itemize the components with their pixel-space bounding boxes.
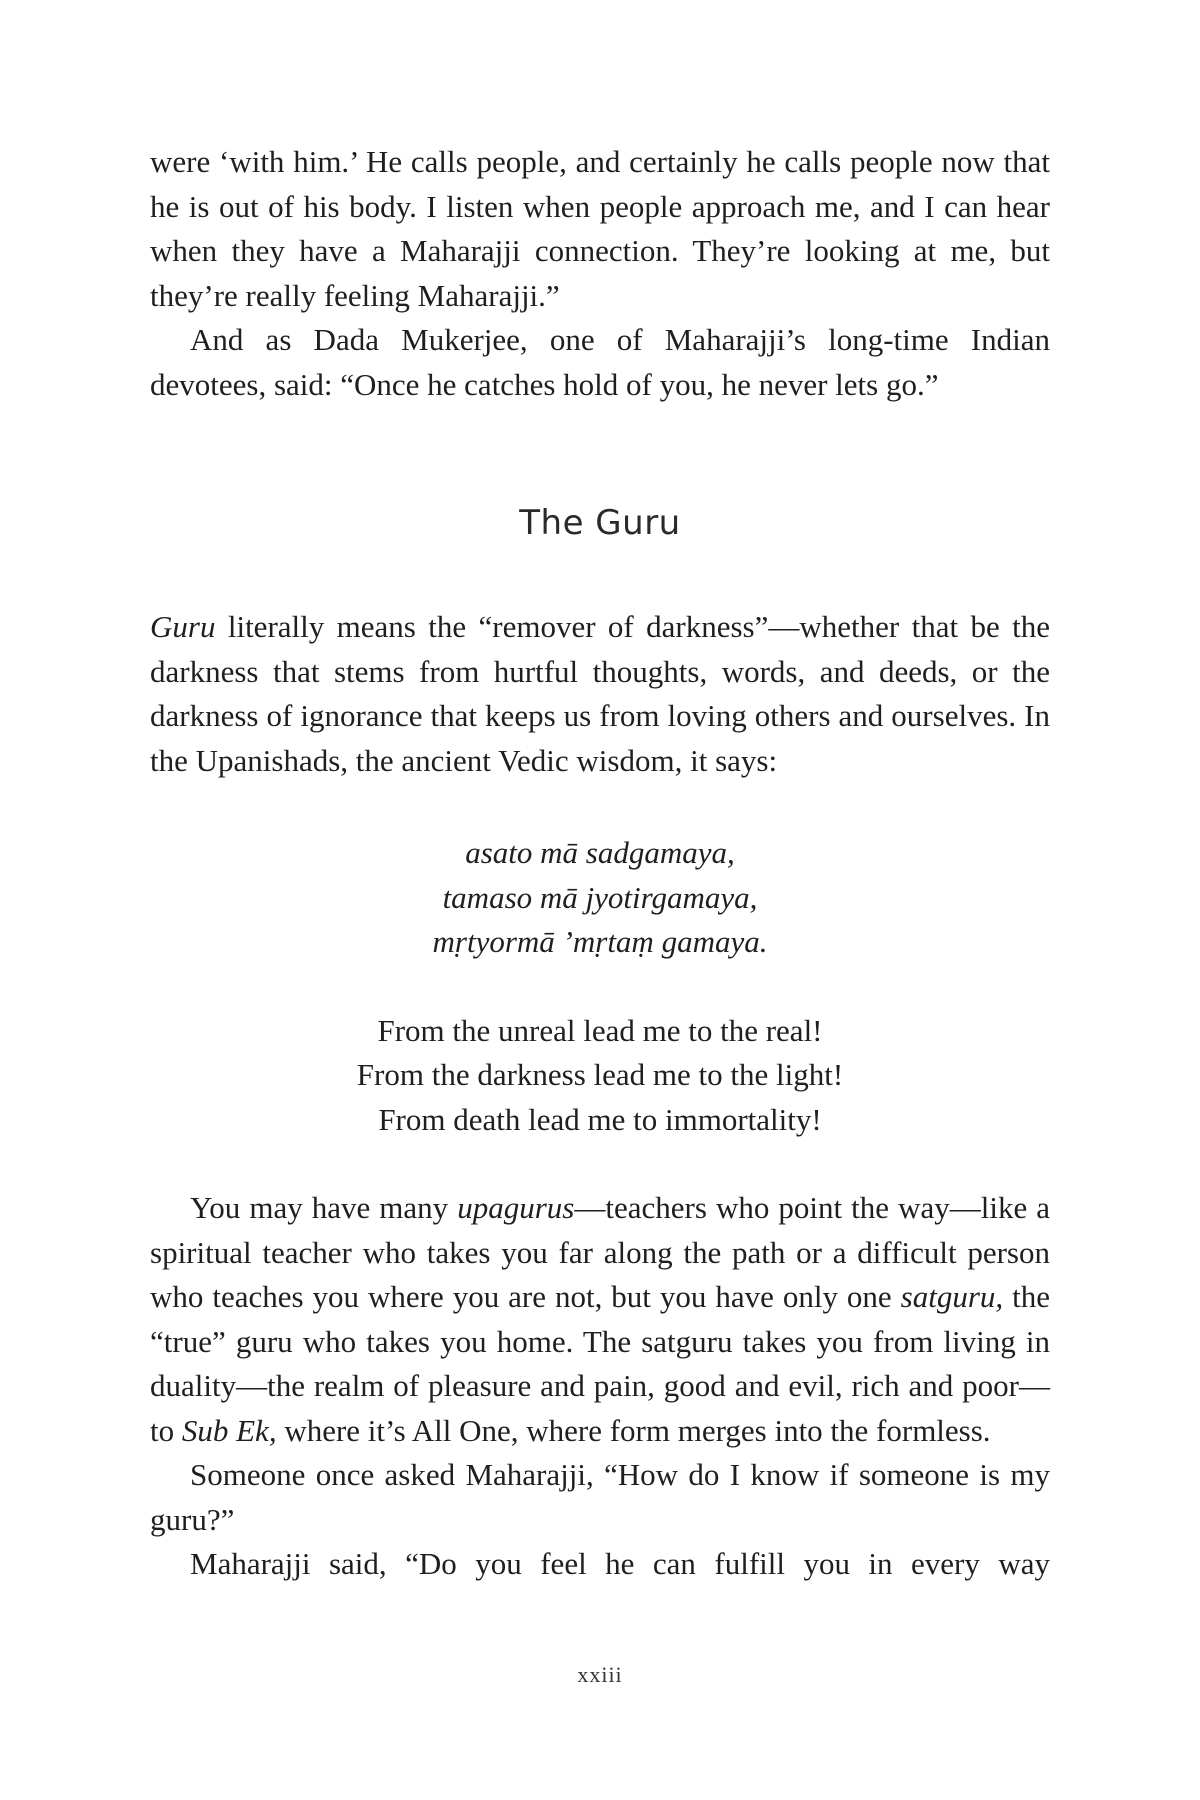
paragraph-6: Maharajji said, “Do you feel he can fulfill you in every way (190, 1546, 1050, 1581)
paragraph-2: And as Dada Mukerjee, one of Maharajji’s long-time Indian devotees, said: “Once he catches hold of you, he never lets go.” (150, 322, 1050, 402)
translation-line-1: From the unreal lead me to the real! (377, 1012, 823, 1048)
paragraph-4-b: —teachers who point the way—like a spiritual teacher who takes you far along the path or a difficult person who teaches you where you are not, but you have only one (150, 1190, 1051, 1314)
section-title: The Guru (519, 503, 681, 543)
paragraph-3 (150, 605, 1050, 783)
sanskrit-line-2: tamaso mā jyotirgamaya, (442, 879, 758, 915)
sanskrit-line-3: mṛtyormā ’mṛtaṃ gamaya. (432, 924, 768, 959)
term-upagurus: upagurus (457, 1190, 575, 1225)
translation-line-3: From death lead me to immortality! (378, 1101, 822, 1137)
translation-verse (150, 1009, 1050, 1143)
translation-line-2: From the darkness lead me to the light! (356, 1057, 844, 1092)
term-sub-ek: Sub Ek, (181, 1412, 277, 1448)
paragraph-4 (150, 1186, 1050, 1453)
term-satguru: satguru, (900, 1279, 1004, 1314)
page-number: xxiii (577, 1662, 623, 1687)
term-guru: Guru (150, 609, 216, 644)
paragraph-3-text: literally means the “remover of darkness”—whether that be the darkness that stems from hurtful thoughts, words, and deeds, or the darkness of ignorance that keeps us from loving others and ourselves. In the Upanishads, the ancient Vedic wisdom, it says: (150, 609, 1050, 778)
paragraph-4-c: the “true” guru who takes you home. The satguru takes you from living in duality—the realm of pleasure and pain, good and evil, rich and poor—to (150, 1279, 1050, 1448)
paragraph-4-d: where it’s All One, where form merges into the formless. (276, 1412, 991, 1448)
sanskrit-line-1: asato mā sadgamaya, (465, 835, 735, 870)
paragraph-4-a: You may have many (190, 1190, 458, 1225)
paragraph-5: Someone once asked Maharajji, “How do I know if someone is my guru?” (150, 1457, 1050, 1537)
paragraph-1: were ‘with him.’ He calls people, and certainly he calls people now that he is out of his body. I listen when people approach me, and I can hear when they have a Maharajji connection. They’re looking at me, but they’re really feeling Maharajji.” (150, 144, 1050, 313)
page-body (150, 140, 1050, 1587)
sanskrit-verse (150, 831, 1050, 965)
